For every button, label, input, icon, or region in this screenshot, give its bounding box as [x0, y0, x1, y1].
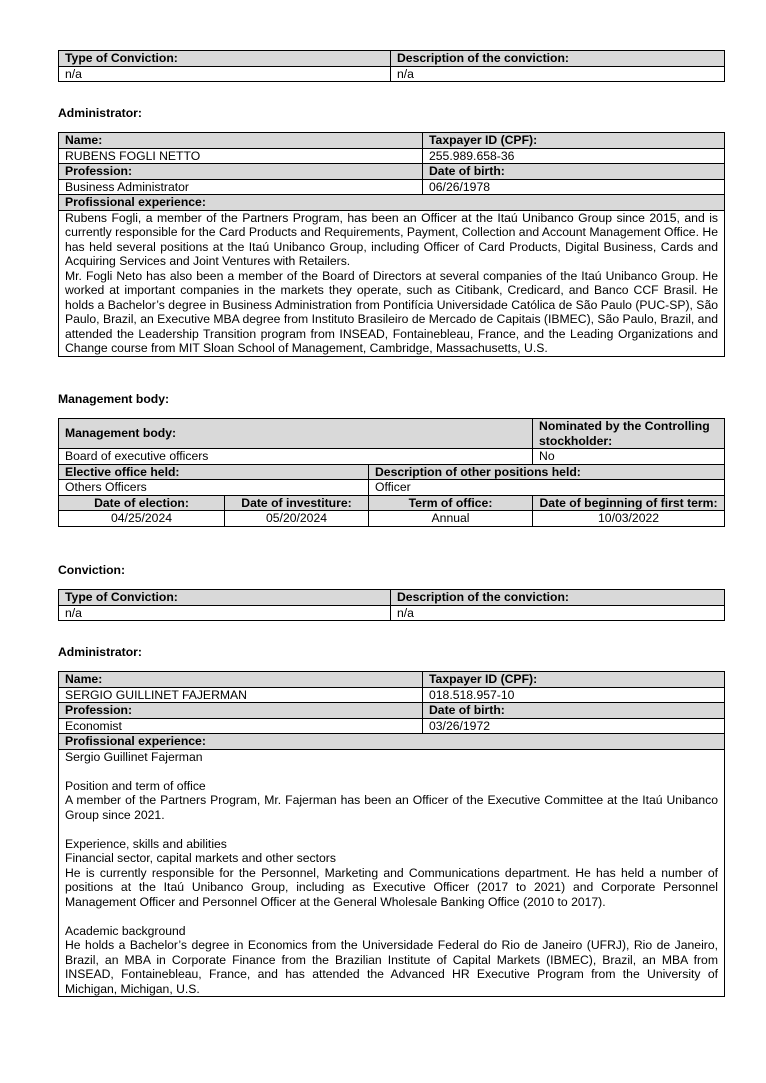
profession-label: Profession: — [59, 703, 423, 719]
experience-academic-title: Academic background — [65, 923, 186, 938]
experience-academic-text: He holds a Bachelor’s degree in Economics from the Universidade Federal do Rio de Janeiro (UFRJ), Rio de Janeiro, Brazil, an MBA in Corporate Finance from the Brazilian Institute of Capital Markets (IBMEC), Brazil, an MBA from INSEAD, Fontainebleau, France, and has attended the Advanced HR Executive Program from the University of Michigan, Michigan, U.S. — [65, 938, 718, 996]
administrator-section-title-2: Administrator: — [58, 645, 142, 659]
dob-value: 03/26/1972 — [423, 718, 725, 734]
experience-skills-subtitle: Financial sector, capital markets and other sectors — [65, 851, 336, 865]
conviction-section-title: Conviction: — [58, 563, 126, 577]
first-term-date-value: 10/03/2022 — [533, 511, 725, 527]
experience-label: Profissional experience: — [59, 734, 725, 750]
experience-position-text: A member of the Partners Program, Mr. Fajerman has been an Officer of the Executive Committee at the Itaú Unibanco Group since 2021. — [65, 793, 718, 822]
name-label: Name: — [59, 133, 423, 149]
elective-office-value: Others Officers — [59, 480, 369, 496]
management-body-value: Board of executive officers — [59, 449, 533, 465]
conviction-desc-value: n/a — [391, 66, 725, 82]
conviction-table-2 — [58, 589, 725, 621]
conviction-type-value: n/a — [59, 605, 391, 621]
administrator-section-title-1: Administrator: — [58, 106, 142, 120]
profession-label: Profession: — [59, 164, 423, 180]
conviction-type-value: n/a — [59, 66, 391, 82]
administrator-table-2 — [58, 671, 725, 997]
term-of-office-label: Term of office: — [369, 495, 533, 511]
investiture-date-label: Date of investiture: — [225, 495, 369, 511]
other-positions-value: Officer — [369, 480, 725, 496]
experience-label: Profissional experience: — [59, 195, 725, 211]
name-value: RUBENS FOGLI NETTO — [59, 148, 423, 164]
experience-name: Sergio Guillinet Fajerman — [65, 749, 203, 764]
conviction-desc-value: n/a — [391, 605, 725, 621]
election-date-label: Date of election: — [59, 495, 225, 511]
experience-text — [59, 749, 725, 997]
profession-value: Economist — [59, 718, 423, 734]
dob-label: Date of birth: — [423, 703, 725, 719]
conviction-type-header: Type of Conviction: — [59, 51, 391, 67]
conviction-desc-header: Description of the conviction: — [391, 590, 725, 606]
management-section-title: Management body: — [58, 392, 170, 406]
other-positions-label: Description of other positions held: — [369, 464, 725, 480]
dob-label: Date of birth: — [423, 164, 725, 180]
investiture-date-value: 05/20/2024 — [225, 511, 369, 527]
experience-text — [59, 210, 725, 356]
management-body-table — [58, 418, 725, 527]
cpf-label: Taxpayer ID (CPF): — [423, 672, 725, 688]
conviction-desc-header: Description of the conviction: — [391, 51, 725, 67]
first-term-date-label: Date of beginning of first term: — [533, 495, 725, 511]
cpf-value: 018.518.957-10 — [423, 687, 725, 703]
experience-skills-title: Experience, skills and abilities — [65, 836, 227, 851]
experience-skills-text: He is currently responsible for the Personnel, Marketing and Communications department. He has held a number of positions at the Itaú Unibanco Group, including as Executive Officer (2017 to 2021) and Corporate Personnel Management Officer and Personnel Officer at the General Wholesale Banking Office (2010 to 2017). — [65, 865, 718, 909]
elective-office-label: Elective office held: — [59, 464, 369, 480]
cpf-label: Taxpayer ID (CPF): — [423, 133, 725, 149]
conviction-table-1 — [58, 50, 725, 82]
experience-position-title: Position and term of office — [65, 778, 206, 793]
management-body-label: Management body: — [59, 419, 533, 449]
experience-paragraph: Mr. Fogli Neto has also been a member of the Board of Directors at several companies of the Itaú Unibanco Group. He worked at important companies in the markets they operate, such as Citibank, Credicard, and Banco CCF Brasil. He holds a Bachelor’s degree in Business Administration from Pontifícia Universidade Católica de São Paulo (PUC-SP), São Paulo, Brazil, an Executive MBA degree from Instituto Brasileiro de Mercado de Capitais (IBMEC), São Paulo, Brazil, and attended the Leadership Transition program from INSEAD, Fontainebleau, France, and the Leading Organizations and Change course from MIT Sloan School of Management, Cambridge, Massachusetts, U.S. — [65, 268, 719, 355]
nominated-value: No — [533, 449, 725, 465]
term-of-office-value: Annual — [369, 511, 533, 527]
name-label: Name: — [59, 672, 423, 688]
profession-value: Business Administrator — [59, 179, 423, 195]
election-date-value: 04/25/2024 — [59, 511, 225, 527]
experience-paragraph: Rubens Fogli, a member of the Partners Program, has been an Officer at the Itaú Unibanco Group since 2015, and is currently responsible for the Card Products and Requirements, Payment, Collection and Account Management Office. He has held several positions at the Itaú Unibanco Group, including Officer of Card Products, Digital Business, Cards and Acquiring Services and Joint Ventures with Retailers. — [65, 210, 718, 268]
dob-value: 06/26/1978 — [423, 179, 725, 195]
name-value: SERGIO GUILLINET FAJERMAN — [59, 687, 423, 703]
cpf-value: 255.989.658-36 — [423, 148, 725, 164]
nominated-label: Nominated by the Controlling stockholder: — [533, 419, 725, 449]
conviction-type-header: Type of Conviction: — [59, 590, 391, 606]
administrator-table-1 — [58, 132, 725, 357]
